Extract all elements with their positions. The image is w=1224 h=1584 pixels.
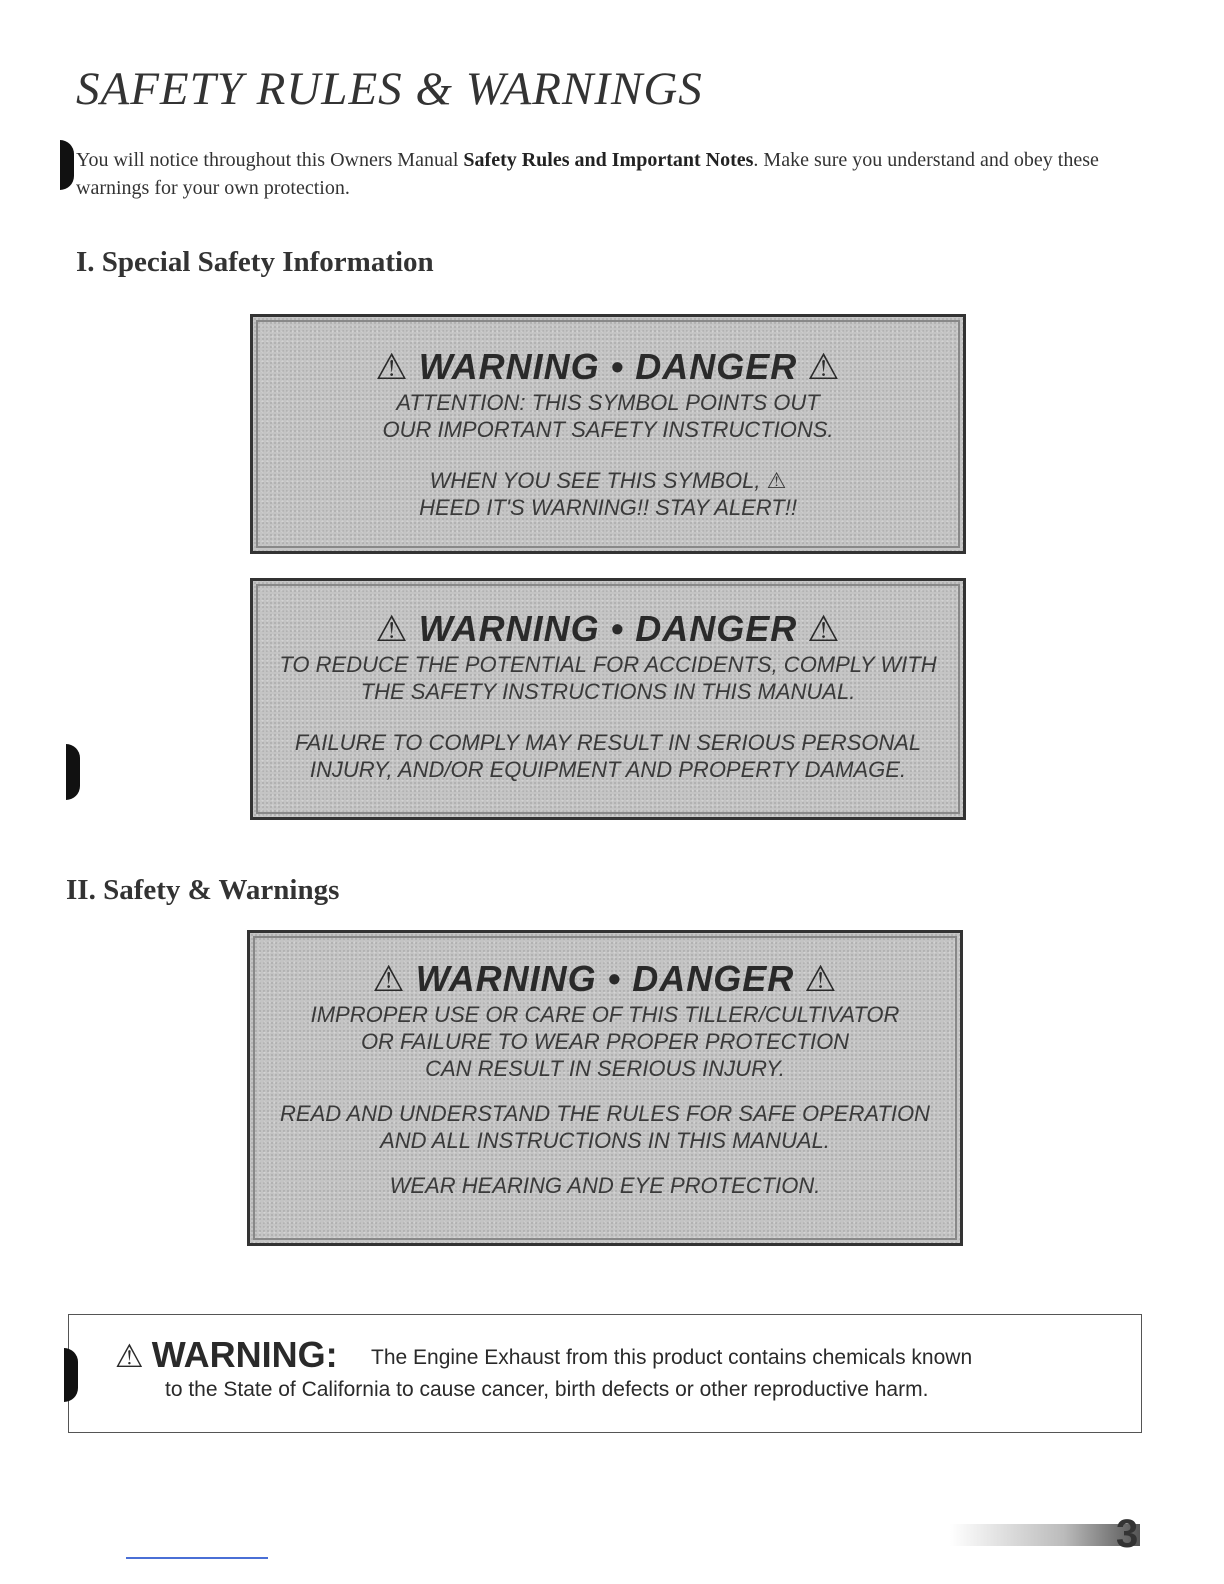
warning-box-line: OUR IMPORTANT SAFETY INSTRUCTIONS. <box>382 417 834 442</box>
margin-bullet-mark <box>66 744 80 800</box>
warning-box-header-text: WARNING • DANGER <box>418 346 798 387</box>
warning-triangle-icon: ⚠ <box>804 958 838 999</box>
warning-box-line: ATTENTION: THIS SYMBOL POINTS OUT <box>396 390 820 415</box>
warning-triangle-icon: ⚠ <box>372 958 406 999</box>
warning-triangle-icon: ⚠ <box>375 608 409 649</box>
warning-box-header <box>253 607 963 651</box>
warning-box-header <box>253 345 963 389</box>
intro-text-after: . Make sure you understand and obey these warnings for your own protection. <box>76 149 1099 199</box>
warning-box-accident-reduction <box>250 578 966 820</box>
footer-rule <box>126 1557 268 1559</box>
intro-bold-text: Safety Rules and Important Notes <box>463 149 754 171</box>
california-warning-box <box>68 1314 1142 1433</box>
warning-box-line: INJURY, AND/OR EQUIPMENT AND PROPERTY DAMAGE. <box>309 757 907 782</box>
california-warning-text-line1: The Engine Exhaust from this product contains chemicals known <box>371 1346 973 1369</box>
warning-box-line: OR FAILURE TO WEAR PROPER PROTECTION <box>360 1029 850 1054</box>
intro-text-before: You will notice throughout this Owners Manual <box>76 149 464 171</box>
section-heading-safety-warnings: II. Safety & Warnings <box>66 874 340 906</box>
warning-box-line: IMPROPER USE OR CARE OF THIS TILLER/CULTIVATOR <box>310 1002 900 1027</box>
margin-bullet-mark <box>60 140 74 190</box>
warning-triangle-icon: ⚠ <box>807 608 841 649</box>
footer-gradient-band <box>950 1524 1140 1546</box>
warning-triangle-icon: ⚠ <box>766 468 787 493</box>
warning-box-line: READ AND UNDERSTAND THE RULES FOR SAFE OPERATION <box>280 1101 930 1126</box>
warning-triangle-icon: ⚠ <box>807 346 841 387</box>
california-warning-label-text: WARNING: <box>151 1334 338 1375</box>
warning-box-header-text: WARNING • DANGER <box>415 958 795 999</box>
page-title: SAFETY RULES & WARNINGS <box>76 63 703 115</box>
warning-box-line: CAN RESULT IN SERIOUS INJURY. <box>425 1056 785 1081</box>
warning-box-line: THE SAFETY INSTRUCTIONS IN THIS MANUAL. <box>360 679 856 704</box>
warning-box-line: FAILURE TO COMPLY MAY RESULT IN SERIOUS PERSONAL <box>294 730 922 755</box>
warning-box-line: WHEN YOU SEE THIS SYMBOL, ⚠ <box>429 468 787 493</box>
section-heading-special-safety: I. Special Safety Information <box>76 246 434 278</box>
warning-box-header <box>250 957 960 1001</box>
warning-box-line: AND ALL INSTRUCTIONS IN THIS MANUAL. <box>380 1128 830 1153</box>
warning-box-symbol-explanation <box>250 314 966 554</box>
california-warning-label <box>115 1335 338 1376</box>
warning-box-line: HEED IT'S WARNING!! STAY ALERT!! <box>419 495 797 520</box>
intro-paragraph <box>76 146 1136 202</box>
warning-triangle-icon: ⚠ <box>375 346 409 387</box>
margin-bullet-mark <box>64 1348 78 1402</box>
page-number: 3 <box>1116 1512 1139 1556</box>
warning-box-header-text: WARNING • DANGER <box>418 608 798 649</box>
warning-box-tiller-use <box>247 930 963 1246</box>
california-warning-text-line2: to the State of California to cause cancer, birth defects or other reproductive harm. <box>165 1378 929 1401</box>
warning-box-line: WEAR HEARING AND EYE PROTECTION. <box>389 1173 821 1198</box>
warning-triangle-icon: ⚠ <box>115 1338 144 1374</box>
warning-box-line: TO REDUCE THE POTENTIAL FOR ACCIDENTS, COMPLY WITH <box>279 652 937 677</box>
